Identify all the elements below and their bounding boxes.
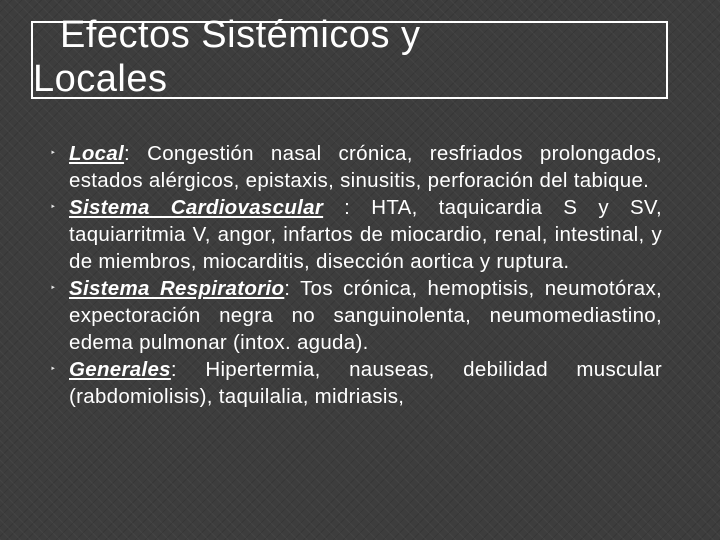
bullet-term: Sistema Cardiovascular — [69, 196, 324, 219]
bullet-marker-icon: ‣ — [50, 364, 57, 375]
bullet-term: Sistema Respiratorio — [69, 277, 285, 300]
bullet-text: : Hipertermia, nauseas, debilidad muscular (rabdomiolisis), taquilalia, midriasis, — [69, 358, 662, 408]
bullet-marker-icon: ‣ — [50, 148, 57, 159]
slide-title — [35, 13, 675, 101]
bullet-marker-icon: ‣ — [50, 283, 57, 294]
bullet-term: Generales — [69, 358, 171, 381]
title-line-2: Locales — [33, 58, 168, 100]
bullet-cardiovascular — [50, 194, 662, 275]
bullet-local — [50, 140, 662, 194]
bullet-term: Local — [69, 142, 125, 165]
bullet-text: : Congestión nasal crónica, resfriados prolongados, estados alérgicos, epistaxis, sinusitis, perforación del tabique. — [69, 142, 662, 192]
bullet-text: : Tos crónica, hemoptisis, neumotórax, expectoración negra no sanguinolenta, neumomediastino, edema pulmonar (intox. aguda). — [69, 277, 662, 354]
bullet-text: : HTA, taquicardia S y SV, taquiarritmia V, angor, infartos de miocardio, renal, intestinal, y de miembros, miocarditis, disección aortica y ruptura. — [69, 196, 662, 273]
bullet-list — [50, 140, 662, 410]
bullet-respiratorio — [50, 275, 662, 356]
bullet-marker-icon: ‣ — [50, 202, 57, 213]
bullet-generales — [50, 356, 662, 410]
title-line-1: Efectos Sistémicos y — [60, 14, 421, 56]
